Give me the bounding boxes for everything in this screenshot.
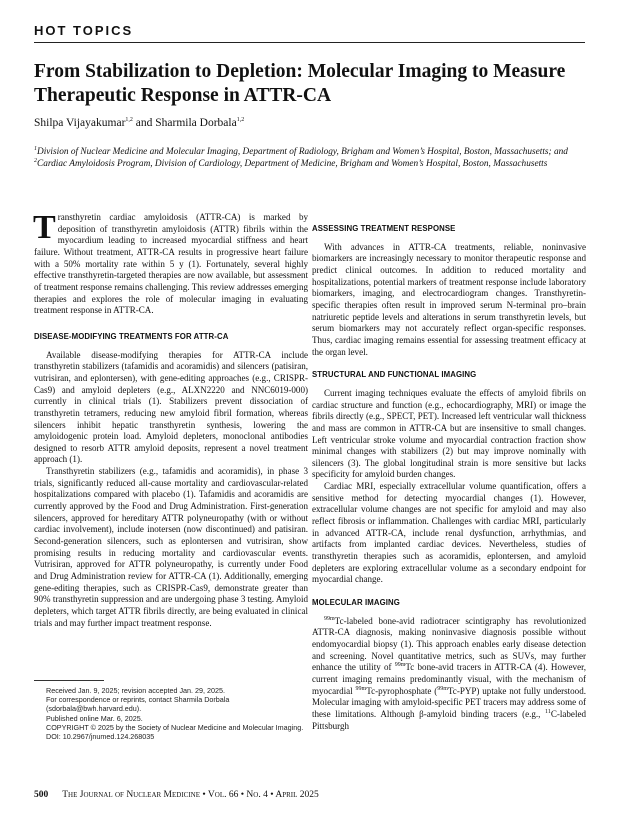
correspondence-note: For correspondence or reprints, contact Sharmila Dorbala (sdorbala@bwh.harvard.edu). bbox=[46, 695, 230, 714]
drop-cap: T bbox=[33, 209, 56, 246]
journal-citation: The Journal of Nuclear Medicine • Vol. 66 • No. 4 • April 2025 bbox=[62, 790, 319, 800]
text-run: Tc-labeled bone-avid radiotracer scintigraphy has revolutionized ATTR-CA diagnosis, making noninvasive diagnosis possible without endomyocardial biopsy (1). This approach enables early disease detection and screening. Novel quantitative metrics, such as SUVs, may further enhance the utility of bbox=[312, 615, 586, 673]
page-footer bbox=[34, 790, 319, 800]
intro-text: ransthyretin cardiac amyloidosis (ATTR-CA) is marked by deposition of transthyretin amyloidosis (ATTR) fibrils within the myocardium leading to increased myocardial stiffness and heart failure. Without treatment, ATTR-CA results in progressive heart failure with a 50% mortality rate within 5 y (1). Fortunately, several highly effective transthyretin-targeted therapies are now available, but assessment of treatment response remains challenging. This review addresses emerging therapies and explores the role of molecular imaging in evaluating treatment response in ATTR-CA. bbox=[34, 212, 308, 316]
isotope-sup: 99m bbox=[394, 662, 406, 669]
copyright-note: COPYRIGHT © 2025 by the Society of Nuclear Medicine and Molecular Imaging. bbox=[46, 722, 304, 732]
text-run: Tc-pyrophosphate ( bbox=[366, 685, 438, 696]
footnote-rule bbox=[34, 680, 104, 681]
heading-structural: STRUCTURAL AND FUNCTIONAL IMAGING bbox=[312, 370, 477, 380]
author-2-affil: 1,2 bbox=[236, 117, 245, 124]
author-list bbox=[34, 117, 244, 129]
body-paragraph bbox=[312, 616, 586, 733]
isotope-sup: 99m bbox=[437, 685, 448, 692]
section-tag: HOT TOPICS bbox=[34, 23, 134, 38]
doi-note: DOI: 10.2967/jnumed.124.268035 bbox=[46, 732, 155, 742]
heading-molecular: MOLECULAR IMAGING bbox=[312, 598, 400, 608]
text-run: Tc bone-avid tracers in ATTR-CA (4). However, current imaging remains predominantly visual, with the mechanism of myocardial bbox=[312, 662, 586, 696]
isotope-sup: 99m bbox=[355, 685, 367, 692]
page-number: 500 bbox=[34, 790, 49, 800]
body-paragraph: Available disease-modifying therapies for ATTR-CA include transthyretin stabilizers (tafamidis and acoramidis) and silencers (patisiran, vutrisiran, and eplontersen), with gene-editing approaches (e.g., CRISPR-Cas9) and amyloid depleters (e.g., ALXN2220 and NNC6019-000) currently in clinical trials (1). Stabilizers prevent dissociation of transthyretin tetramers, reducing new amyloid fibril formation, whereas silencers inhibit hepatic transthyretin synthesis, lowering the amyloidogenic protein load. Amyloid depleters, monoclonal antibodies designed to resorb ATTR amyloid deposits, represent a novel treatment approach (1). bbox=[34, 349, 308, 465]
body-paragraph: Cardiac MRI, especially extracellular volume quantification, offers a sensitive method for detecting myocardial changes (1). However, extracellular volume changes are not specific for amyloid and may also reflect fibrosis or inflammation. Challenges with cardiac MRI, particularly in advanced ATTR-CA, include renal dysfunction, arrhythmias, and artifacts from implanted cardiac devices. Nevertheless, studies of transthyretin therapies such as acoramidis, eplontersen, and amyloid depleters are exploring extracellular volume as a secondary endpoint for myocardial change. bbox=[312, 481, 586, 585]
body-paragraph: Transthyretin stabilizers (e.g., tafamidis and acoramidis), in phase 3 trials, significantly reduced all-cause mortality and cardiovascular-related hospitalizations compared with placebo (1). Tafamidis and acoramidis are currently approved by the Food and Drug Administration. First-generation silencers, approved for hereditary ATTR polyneuropathy (with or without cardiac involvement), include inotersen (now discontinued) and patisiran. Second-generation silencers, such as eplontersen and vutrisiran, show promising results in reducing mortality and cardiovascular events. Vutrisiran, approved for ATTR polyneuropathy, is currently under Food and Drug Administration review for ATTR-CA (1). Additionally, emerging gene-editing therapies, such as CRISPR-Cas9, demonstrate greater than 90% transthyretin suppression and are undergoing phase 3 testing. Amyloid depleters, which target ATTR fibrils directly, are being evaluated in clinical trials and may further impact treatment response. bbox=[34, 466, 308, 628]
affiliations bbox=[34, 147, 586, 171]
left-column bbox=[33, 209, 308, 629]
author-1-affil: 1,2 bbox=[125, 117, 133, 124]
article-title: From Stabilization to Depletion: Molecular Imaging to Measure Therapeutic Response in ATTR-CA bbox=[34, 61, 566, 106]
section-rule bbox=[34, 42, 585, 43]
author-1: Shilpa Vijayakumar bbox=[34, 117, 126, 129]
text-run: Tc-PYP) uptake not fully understood. Molecular imaging with amyloid-specific PET tracers may address some of these limitations. Although β-amyloid binding tracers (e.g., bbox=[312, 685, 586, 719]
body-paragraph: With advances in ATTR-CA treatments, reliable, noninvasive biomarkers are increasingly necessary to monitor therapeutic response and predict clinical outcomes. In addition to reduced mortality and hospitalizations, potential markers of treatment response include laboratory biomarkers, imaging, and electrocardiogram changes. Transthyretin-specific therapies often result in improved serum N-terminal pro–brain natriuretic peptide levels and alterations in serum transthyretin levels, but serum biomarkers may not accurately reflect organ-specific responses. Thus, cardiac imaging remains essential for assessing treatment efficacy at the organ level. bbox=[312, 241, 586, 357]
affil-2: Cardiac Amyloidosis Program, Division of Cardiology, Department of Medicine, Brigham and Women’s Hospital, Boston, Massachusetts bbox=[37, 158, 548, 169]
published-note: Published online Mar. 6, 2025. bbox=[46, 713, 143, 723]
author-2: Sharmila Dorbala bbox=[155, 117, 237, 129]
intro-paragraph bbox=[33, 209, 308, 317]
text-run: C-labeled Pittsburgh bbox=[312, 708, 586, 731]
isotope-sup: 11 bbox=[545, 708, 551, 715]
heading-disease-modifying: DISEASE-MODIFYING TREATMENTS FOR ATTR-CA bbox=[34, 331, 229, 341]
body-paragraph: Current imaging techniques evaluate the effects of amyloid fibrils on cardiac structure and function (e.g., echocardiography, MRI) or image the fibrils directly (e.g., SPECT, PET). Increased left ventricular wall thickness and mass are common in ATTR-CA but are insensitive to small changes. Left ventricular stroke volume and myocardial contraction fraction show minimal changes with stabilizers (2) but may improve nominally with silencers (3). The global longitudinal strain is more sensitive but lacks specificity for amyloid burden changes. bbox=[312, 387, 586, 480]
author-conjunction: and bbox=[132, 117, 156, 129]
received-note: Received Jan. 9, 2025; revision accepted Jan. 29, 2025. bbox=[46, 686, 226, 695]
heading-assessing: ASSESSING TREATMENT RESPONSE bbox=[312, 224, 456, 233]
affil-2-marker: 2 bbox=[34, 157, 37, 164]
footnotes bbox=[34, 686, 304, 741]
isotope-sup: 99m bbox=[324, 615, 335, 622]
right-column bbox=[312, 223, 586, 732]
affil-1-marker: 1 bbox=[34, 145, 37, 152]
affil-1: Division of Nuclear Medicine and Molecular Imaging, Department of Radiology, Brigham and Women’s Hospital, Boston, Massachusetts; and bbox=[37, 147, 568, 157]
